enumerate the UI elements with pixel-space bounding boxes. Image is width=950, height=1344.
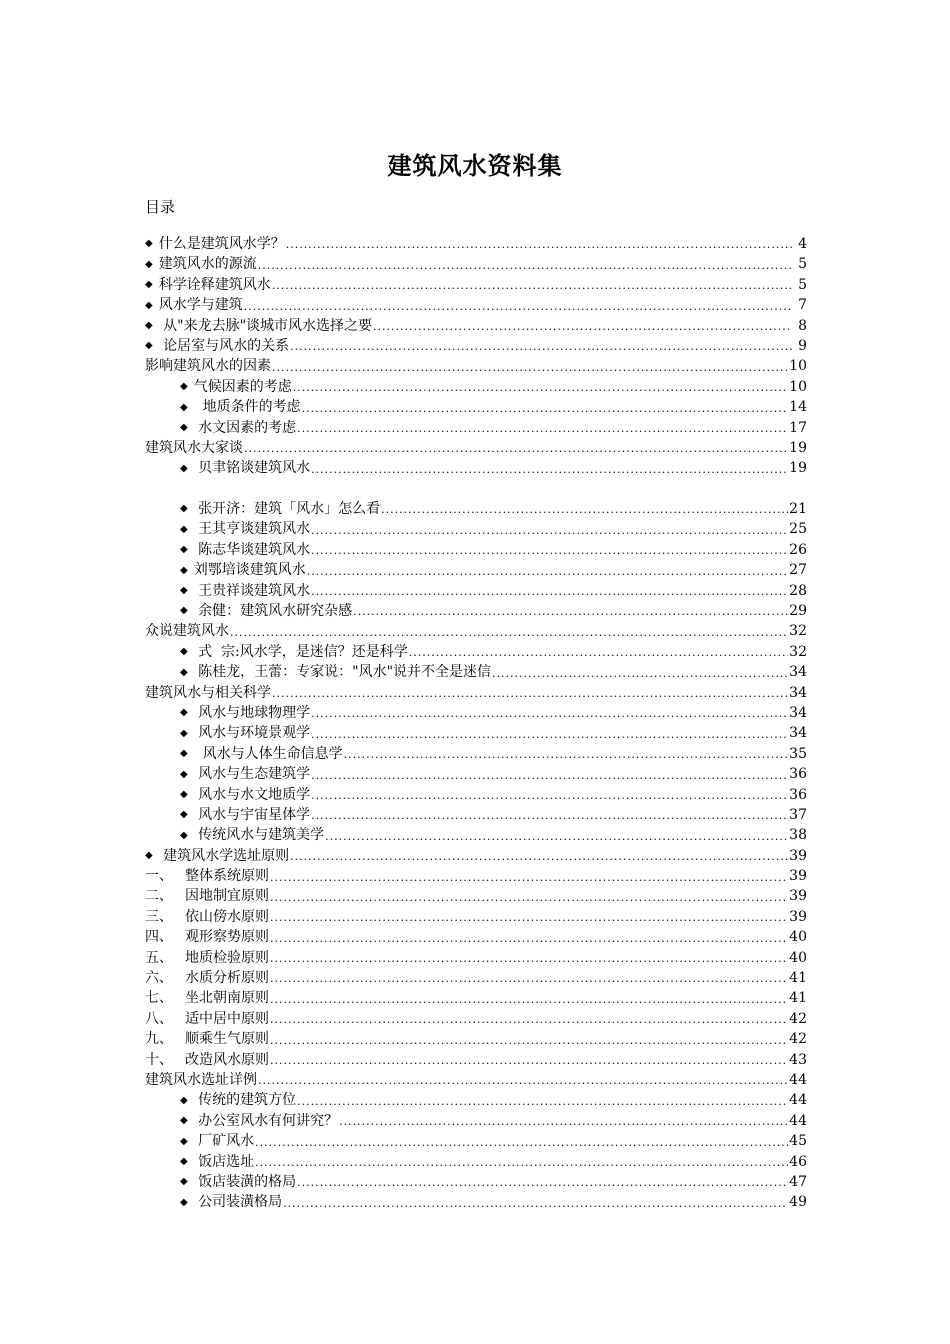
toc-page-number: 7 bbox=[798, 297, 807, 314]
diamond-bullet-icon: ◆ bbox=[180, 523, 188, 535]
toc-leader-dots bbox=[283, 1195, 788, 1213]
toc-entry-label bbox=[145, 683, 271, 703]
toc-page-number: 45 bbox=[789, 1133, 807, 1150]
toc-leader-dots bbox=[293, 379, 788, 397]
toc-entry-text: 什么是建筑风水学？ bbox=[158, 235, 285, 252]
toc-spacer bbox=[145, 479, 807, 499]
toc-entry-label bbox=[145, 336, 289, 356]
toc-leader-dots bbox=[311, 542, 788, 560]
toc-leader-dots bbox=[311, 522, 788, 540]
toc-entry-number: 十、 bbox=[145, 1051, 173, 1068]
toc-entry-text: 建筑风水大家谈 bbox=[145, 439, 243, 456]
toc-page-number: 42 bbox=[789, 1031, 807, 1048]
toc-entry-label bbox=[180, 662, 491, 682]
toc-entry-number: 三、 bbox=[145, 908, 173, 925]
toc-entry-label bbox=[180, 458, 310, 478]
diamond-bullet-icon: ◆ bbox=[180, 748, 188, 760]
toc-entry-text: 观形察势原则 bbox=[185, 929, 269, 946]
toc-entry-label bbox=[180, 723, 310, 743]
toc-entry-label bbox=[180, 499, 380, 519]
toc-entry-label bbox=[145, 438, 243, 458]
toc-entry-text: 建筑风水与相关科学 bbox=[145, 684, 271, 701]
toc-entry-text: 众说建筑风水 bbox=[145, 623, 229, 640]
toc-entry-text: 整体系统原则 bbox=[185, 868, 269, 885]
toc-entry-text: 坐北朝南原则 bbox=[185, 990, 269, 1007]
toc-entry[interactable] bbox=[145, 499, 807, 519]
toc-page-number: 44 bbox=[789, 1072, 807, 1088]
toc-leader-dots bbox=[344, 746, 789, 764]
diamond-bullet-icon: ◆ bbox=[180, 1176, 188, 1188]
toc-entry[interactable] bbox=[145, 723, 807, 743]
toc-entry-label bbox=[145, 621, 229, 641]
toc-page-number: 39 bbox=[789, 888, 807, 905]
toc-page-number: 34 bbox=[789, 704, 807, 721]
toc-page-number: 46 bbox=[789, 1153, 807, 1170]
toc-entry[interactable] bbox=[145, 948, 807, 968]
diamond-bullet-icon: ◆ bbox=[145, 340, 153, 352]
toc-entry-text: 水文因素的考虑 bbox=[193, 419, 297, 436]
table-of-contents bbox=[145, 234, 807, 1213]
toc-entry-label bbox=[145, 234, 285, 254]
toc-entry[interactable] bbox=[145, 1090, 807, 1110]
toc-entry-label bbox=[180, 825, 324, 845]
diamond-bullet-icon: ◆ bbox=[180, 788, 188, 800]
toc-entry-number: 九、 bbox=[145, 1031, 173, 1048]
diamond-bullet-icon: ◆ bbox=[180, 605, 188, 617]
toc-entry-text: 王其亨谈建筑风水 bbox=[193, 521, 311, 538]
toc-leader-dots bbox=[311, 807, 788, 825]
toc-leader-dots bbox=[270, 909, 788, 927]
toc-entry-label bbox=[180, 703, 310, 723]
toc-entry[interactable] bbox=[145, 744, 807, 764]
toc-leader-dots bbox=[272, 685, 788, 703]
toc-leader-dots bbox=[311, 461, 788, 479]
toc-entry-text: 顺乘生气原则 bbox=[185, 1031, 269, 1048]
toc-page-number: 10 bbox=[789, 378, 807, 395]
toc-page-number: 40 bbox=[789, 949, 807, 966]
toc-leader-dots bbox=[270, 869, 788, 887]
toc-entry[interactable] bbox=[145, 1131, 807, 1151]
toc-entry-label bbox=[180, 785, 310, 805]
toc-page-number: 43 bbox=[789, 1051, 807, 1068]
diamond-bullet-icon: ◆ bbox=[145, 850, 153, 862]
toc-page-number: 36 bbox=[789, 766, 807, 783]
toc-page-number: 19 bbox=[789, 439, 807, 456]
toc-page-number: 34 bbox=[789, 684, 807, 701]
toc-entry-label bbox=[145, 1050, 269, 1070]
toc-entry[interactable] bbox=[145, 683, 807, 703]
toc-leader-dots bbox=[230, 624, 788, 642]
toc-page-number: 34 bbox=[789, 725, 807, 742]
toc-entry-label bbox=[180, 1192, 282, 1212]
diamond-bullet-icon: ◆ bbox=[180, 666, 188, 678]
toc-entry[interactable] bbox=[145, 1111, 807, 1131]
toc-page-number: 39 bbox=[789, 908, 807, 925]
toc-entry-text: 式 宗:风水学，是迷信？还是科学 bbox=[193, 643, 408, 660]
toc-page-number: 14 bbox=[789, 399, 807, 416]
diamond-bullet-icon: ◆ bbox=[145, 238, 153, 250]
toc-entry-text: 张开济：建筑「风水」怎么看 bbox=[193, 501, 381, 518]
toc-entry-number: 五、 bbox=[145, 949, 173, 966]
toc-page-number: 40 bbox=[789, 929, 807, 946]
diamond-bullet-icon: ◆ bbox=[180, 401, 188, 413]
toc-page-number: 19 bbox=[789, 460, 807, 477]
toc-entry-label bbox=[145, 1029, 269, 1049]
toc-entry-text: 传统的建筑方位 bbox=[193, 1092, 297, 1109]
toc-entry-text: 建筑风水选址详例 bbox=[145, 1072, 257, 1088]
toc-entry-text: 饭店选址 bbox=[193, 1153, 255, 1170]
toc-entry[interactable] bbox=[145, 1050, 807, 1070]
diamond-bullet-icon: ◆ bbox=[180, 503, 188, 515]
toc-leader-dots bbox=[311, 705, 788, 723]
toc-entry-text: 余健：建筑风水研究杂感 bbox=[193, 603, 353, 620]
toc-entry-label bbox=[180, 805, 310, 825]
toc-page-number: 41 bbox=[789, 970, 807, 987]
toc-entry-text: 建筑风水的源流 bbox=[158, 256, 257, 273]
toc-leader-dots bbox=[302, 400, 789, 418]
toc-leader-dots bbox=[270, 889, 788, 907]
toc-entry-text: 影响建筑风水的因素 bbox=[145, 358, 271, 375]
diamond-bullet-icon: ◆ bbox=[180, 707, 188, 719]
toc-entry-label bbox=[180, 601, 352, 621]
toc-entry-label bbox=[145, 254, 257, 274]
toc-entry-text: 论居室与风水的关系 bbox=[158, 337, 290, 354]
toc-leader-dots bbox=[270, 930, 788, 948]
toc-page-number: 38 bbox=[789, 827, 807, 844]
toc-leader-dots bbox=[297, 1093, 788, 1111]
toc-entry-label bbox=[180, 540, 310, 560]
toc-page-number: 44 bbox=[789, 1112, 807, 1129]
toc-page-number: 39 bbox=[789, 847, 807, 864]
diamond-bullet-icon: ◆ bbox=[180, 544, 188, 556]
toc-page-number: 5 bbox=[798, 256, 807, 273]
toc-entry-text: 办公室风水有何讲究？ bbox=[193, 1112, 339, 1129]
toc-entry-label bbox=[145, 295, 243, 315]
toc-entry[interactable] bbox=[145, 1029, 807, 1049]
toc-entry[interactable] bbox=[145, 621, 807, 641]
diamond-bullet-icon: ◆ bbox=[180, 1094, 188, 1106]
toc-entry[interactable] bbox=[145, 336, 807, 356]
toc-entry[interactable] bbox=[145, 519, 807, 539]
toc-page-number: 5 bbox=[798, 276, 807, 293]
toc-page-number: 39 bbox=[789, 868, 807, 885]
diamond-bullet-icon: ◆ bbox=[145, 279, 153, 291]
toc-leader-dots bbox=[409, 644, 788, 662]
toc-entry[interactable] bbox=[145, 703, 807, 723]
toc-leader-dots bbox=[272, 359, 788, 377]
toc-entry-label bbox=[180, 1152, 254, 1172]
diamond-bullet-icon: ◆ bbox=[145, 258, 153, 270]
toc-leader-dots bbox=[270, 1052, 788, 1070]
toc-leader-dots bbox=[290, 338, 792, 356]
toc-entry-text: 风水与宇宙星体学 bbox=[193, 806, 311, 823]
toc-entry[interactable] bbox=[145, 662, 807, 682]
toc-page-number: 29 bbox=[789, 603, 807, 620]
toc-entry-text: 厂矿风水 bbox=[193, 1133, 255, 1150]
toc-entry-label bbox=[145, 1070, 257, 1090]
toc-entry-text: 地质条件的考虑 bbox=[193, 399, 301, 416]
toc-entry-label bbox=[145, 846, 289, 866]
toc-entry[interactable] bbox=[145, 1070, 807, 1090]
toc-leader-dots bbox=[307, 563, 788, 581]
diamond-bullet-icon: ◆ bbox=[180, 1115, 188, 1127]
toc-entry-text: 风水学与建筑 bbox=[158, 297, 243, 314]
toc-entry[interactable] bbox=[145, 846, 807, 866]
toc-entry-number: 二、 bbox=[145, 888, 173, 905]
toc-entry-text: 风水与环境景观学 bbox=[193, 725, 311, 742]
toc-entry-number: 六、 bbox=[145, 970, 173, 987]
toc-entry-text: 风水与水文地质学 bbox=[193, 786, 311, 803]
toc-leader-dots bbox=[339, 1113, 788, 1131]
toc-entry[interactable] bbox=[145, 418, 807, 438]
toc-leader-dots bbox=[325, 828, 788, 846]
toc-entry-label bbox=[145, 866, 269, 886]
toc-entry[interactable] bbox=[145, 968, 807, 988]
toc-leader-dots bbox=[255, 1134, 788, 1152]
toc-entry-text: 建筑风水学选址原则 bbox=[158, 847, 290, 864]
toc-entry-text: 地质检验原则 bbox=[185, 949, 269, 966]
toc-entry-label bbox=[145, 316, 372, 336]
toc-entry[interactable] bbox=[145, 887, 807, 907]
toc-page-number: 49 bbox=[789, 1194, 807, 1211]
toc-entry[interactable] bbox=[145, 560, 807, 580]
toc-entry-text: 陈桂龙，王蕾：专家说："风水"说并不全是迷信 bbox=[193, 664, 492, 681]
toc-entry[interactable] bbox=[145, 1152, 807, 1172]
toc-page-number: 32 bbox=[789, 623, 807, 640]
toc-leader-dots bbox=[311, 787, 788, 805]
toc-entry-label bbox=[145, 1009, 269, 1029]
toc-page-number: 28 bbox=[789, 582, 807, 599]
toc-entry-label bbox=[180, 418, 296, 438]
toc-entry-label bbox=[180, 560, 306, 580]
toc-entry-text: 刘鄂培谈建筑风水 bbox=[193, 562, 306, 579]
toc-page-number: 27 bbox=[789, 562, 807, 579]
toc-leader-dots bbox=[297, 420, 788, 438]
toc-page-number: 8 bbox=[798, 317, 807, 334]
toc-entry-label bbox=[145, 948, 269, 968]
toc-entry-text: 因地制宜原则 bbox=[185, 888, 269, 905]
diamond-bullet-icon: ◆ bbox=[180, 564, 188, 576]
toc-entry-label bbox=[180, 1111, 338, 1131]
diamond-bullet-icon: ◆ bbox=[180, 646, 188, 658]
diamond-bullet-icon: ◆ bbox=[180, 727, 188, 739]
toc-entry-label bbox=[145, 886, 269, 906]
toc-page-number: 34 bbox=[789, 664, 807, 681]
toc-entry-text: 水质分析原则 bbox=[185, 970, 269, 987]
toc-entry[interactable] bbox=[145, 458, 807, 478]
toc-page-number: 26 bbox=[789, 541, 807, 558]
toc-entry-number: 七、 bbox=[145, 990, 173, 1007]
toc-entry-label bbox=[180, 519, 310, 539]
toc-entry-text: 风水与生态建筑学 bbox=[193, 766, 311, 783]
toc-leader-dots bbox=[255, 1154, 788, 1172]
toc-leader-dots bbox=[297, 1174, 788, 1192]
toc-page-number: 4 bbox=[798, 235, 807, 252]
diamond-bullet-icon: ◆ bbox=[180, 585, 188, 597]
toc-entry[interactable] bbox=[145, 866, 807, 886]
toc-leader-dots bbox=[244, 298, 792, 316]
toc-entry-text: 从"来龙去脉"谈城市风水选择之要 bbox=[158, 317, 373, 334]
toc-entry-label bbox=[180, 397, 301, 417]
toc-entry-label bbox=[180, 1090, 296, 1110]
toc-entry[interactable] bbox=[145, 275, 807, 295]
toc-page-number: 9 bbox=[798, 337, 807, 354]
diamond-bullet-icon: ◆ bbox=[180, 1196, 188, 1208]
toc-entry-text: 陈志华谈建筑风水 bbox=[193, 541, 311, 558]
toc-entry[interactable] bbox=[145, 785, 807, 805]
toc-page-number: 21 bbox=[789, 501, 807, 518]
toc-entry-label bbox=[145, 275, 271, 295]
toc-page-number: 37 bbox=[789, 806, 807, 823]
diamond-bullet-icon: ◆ bbox=[145, 319, 153, 331]
toc-entry[interactable] bbox=[145, 377, 807, 397]
diamond-bullet-icon: ◆ bbox=[180, 381, 188, 393]
toc-entry[interactable] bbox=[145, 540, 807, 560]
toc-page-number: 35 bbox=[789, 745, 807, 762]
toc-entry-text: 风水与地球物理学 bbox=[193, 704, 311, 721]
diamond-bullet-icon: ◆ bbox=[180, 1135, 188, 1147]
toc-leader-dots bbox=[270, 991, 788, 1009]
diamond-bullet-icon: ◆ bbox=[180, 768, 188, 780]
toc-entry-text: 王贵祥谈建筑风水 bbox=[193, 582, 311, 599]
toc-entry[interactable] bbox=[145, 397, 807, 417]
toc-entry-label bbox=[180, 1172, 296, 1192]
toc-entry[interactable] bbox=[145, 295, 807, 315]
toc-entry[interactable] bbox=[145, 764, 807, 784]
toc-entry-text: 改造风水原则 bbox=[185, 1051, 269, 1068]
diamond-bullet-icon: ◆ bbox=[180, 809, 188, 821]
toc-leader-dots bbox=[381, 501, 788, 519]
toc-entry-label bbox=[180, 764, 310, 784]
diamond-bullet-icon: ◆ bbox=[180, 829, 188, 841]
toc-leader-dots bbox=[244, 440, 788, 458]
toc-entry-text: 贝聿铭谈建筑风水 bbox=[193, 460, 311, 477]
toc-entry[interactable] bbox=[145, 601, 807, 621]
diamond-bullet-icon: ◆ bbox=[180, 462, 188, 474]
toc-leader-dots bbox=[311, 767, 788, 785]
toc-leader-dots bbox=[286, 236, 792, 254]
toc-entry[interactable] bbox=[145, 438, 807, 458]
toc-heading: 目录 bbox=[145, 198, 176, 216]
toc-page-number: 42 bbox=[789, 1010, 807, 1027]
toc-entry-text: 公司装潢格局 bbox=[193, 1194, 283, 1211]
toc-entry[interactable] bbox=[145, 1172, 807, 1192]
diamond-bullet-icon: ◆ bbox=[145, 299, 153, 311]
toc-entry[interactable] bbox=[145, 1009, 807, 1029]
toc-leader-dots bbox=[270, 1011, 788, 1029]
toc-page-number: 17 bbox=[789, 419, 807, 436]
toc-entry-number: 四、 bbox=[145, 929, 173, 946]
document-title: 建筑风水资料集 bbox=[387, 151, 563, 180]
toc-page-number: 44 bbox=[789, 1092, 807, 1109]
toc-leader-dots bbox=[353, 603, 788, 621]
toc-entry-label bbox=[145, 988, 269, 1008]
toc-leader-dots bbox=[290, 848, 788, 866]
toc-page-number: 36 bbox=[789, 786, 807, 803]
toc-entry[interactable] bbox=[145, 581, 807, 601]
toc-entry[interactable] bbox=[145, 825, 807, 845]
toc-entry-label bbox=[180, 1131, 254, 1151]
diamond-bullet-icon: ◆ bbox=[180, 421, 188, 433]
toc-entry-text: 依山傍水原则 bbox=[185, 908, 269, 925]
diamond-bullet-icon: ◆ bbox=[180, 1155, 188, 1167]
toc-entry[interactable] bbox=[145, 1192, 807, 1212]
toc-leader-dots bbox=[311, 583, 788, 601]
toc-page-number: 41 bbox=[789, 990, 807, 1007]
toc-leader-dots bbox=[492, 665, 788, 683]
toc-page-number: 32 bbox=[789, 643, 807, 660]
toc-entry-text: 气候因素的考虑 bbox=[193, 378, 292, 395]
toc-page-number: 47 bbox=[789, 1173, 807, 1190]
toc-leader-dots bbox=[311, 726, 788, 744]
toc-entry-text: 饭店装潢的格局 bbox=[193, 1173, 297, 1190]
toc-entry[interactable] bbox=[145, 907, 807, 927]
toc-entry-label bbox=[180, 581, 310, 601]
toc-leader-dots bbox=[272, 277, 792, 295]
toc-entry[interactable] bbox=[145, 805, 807, 825]
toc-leader-dots bbox=[258, 257, 792, 275]
toc-leader-dots bbox=[270, 1032, 788, 1050]
toc-entry-number: 八、 bbox=[145, 1010, 173, 1027]
toc-leader-dots bbox=[270, 970, 788, 988]
toc-entry-label bbox=[145, 907, 269, 927]
toc-entry[interactable] bbox=[145, 356, 807, 376]
toc-page-number: 10 bbox=[789, 358, 807, 375]
toc-entry[interactable] bbox=[145, 316, 807, 336]
toc-entry[interactable] bbox=[145, 988, 807, 1008]
toc-entry[interactable] bbox=[145, 927, 807, 947]
toc-entry[interactable] bbox=[145, 234, 807, 254]
toc-entry-label bbox=[180, 642, 408, 662]
toc-page-number: 25 bbox=[789, 521, 807, 538]
toc-entry[interactable] bbox=[145, 254, 807, 274]
toc-entry[interactable] bbox=[145, 642, 807, 662]
toc-entry-label bbox=[180, 744, 343, 764]
toc-entry-label bbox=[145, 356, 271, 376]
toc-entry-text: 风水与人体生命信息学 bbox=[193, 745, 343, 762]
toc-leader-dots bbox=[270, 950, 788, 968]
toc-entry-text: 适中居中原则 bbox=[185, 1010, 269, 1027]
toc-leader-dots bbox=[373, 318, 792, 336]
toc-entry-text: 科学诠释建筑风水 bbox=[158, 276, 271, 293]
toc-entry-label bbox=[145, 927, 269, 947]
toc-leader-dots bbox=[258, 1072, 788, 1090]
toc-entry-number: 一、 bbox=[145, 868, 173, 885]
toc-entry-label bbox=[180, 377, 292, 397]
toc-entry-text: 传统风水与建筑美学 bbox=[193, 827, 325, 844]
toc-entry-label bbox=[145, 968, 269, 988]
